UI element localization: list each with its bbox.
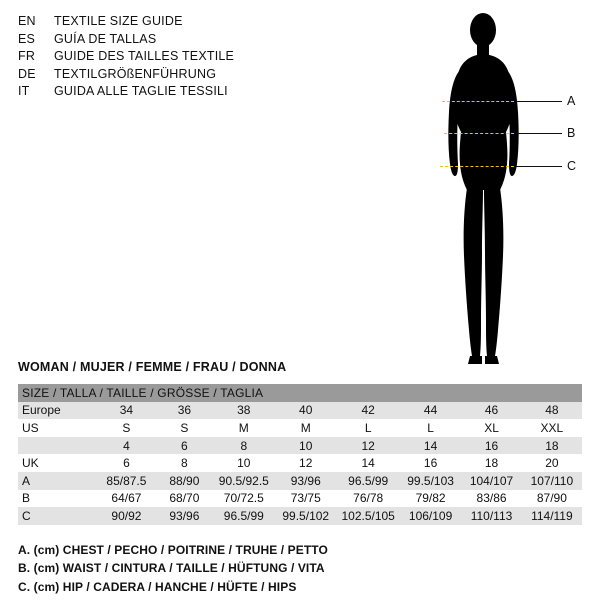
table-row [18, 454, 582, 472]
cell: 85/87.5 [97, 472, 156, 490]
row-label: US [18, 419, 97, 437]
cell: 10 [213, 454, 275, 472]
cell: 114/119 [522, 507, 582, 525]
language-text: GUIDE DES TAILLES TEXTILE [54, 49, 235, 63]
table-row [18, 437, 582, 455]
cell: 88/90 [156, 472, 212, 490]
chest-leader-line [516, 101, 562, 102]
body-figure [420, 8, 595, 368]
cell: 16 [400, 454, 461, 472]
female-silhouette-icon [420, 8, 595, 368]
cell: 107/110 [522, 472, 582, 490]
legend-item-c: C. (cm) HIP / CADERA / HANCHE / HÜFTE / HIPS [18, 579, 297, 594]
table-header-label: SIZE / TALLA / TAILLE / GRÖSSE / TAGLIA [18, 384, 582, 402]
measurement-legend [18, 541, 578, 596]
cell: 14 [400, 437, 461, 455]
table-header-row [18, 384, 582, 402]
cell: 34 [97, 402, 156, 420]
language-text: GUÍA DE TALLAS [54, 31, 157, 46]
cell: 90.5/92.5 [213, 472, 275, 490]
table-row [18, 402, 582, 420]
cell: 96.5/99 [213, 507, 275, 525]
table-row [18, 490, 582, 508]
cell: 14 [336, 454, 399, 472]
language-row [18, 67, 348, 85]
cell: 6 [156, 437, 212, 455]
cell: 48 [522, 402, 582, 420]
cell: S [156, 419, 212, 437]
cell: 44 [400, 402, 461, 420]
cell: 36 [156, 402, 212, 420]
cell: 8 [213, 437, 275, 455]
cell: M [275, 419, 336, 437]
cell: 38 [213, 402, 275, 420]
waist-measure-line [444, 133, 514, 134]
cell: 20 [522, 454, 582, 472]
language-code: DE [18, 66, 36, 81]
cell: 110/113 [461, 507, 521, 525]
language-row [18, 84, 348, 102]
cell: 64/67 [97, 490, 156, 508]
cell: 6 [97, 454, 156, 472]
row-label: A [18, 472, 97, 490]
row-label: UK [18, 454, 97, 472]
cell: 106/109 [400, 507, 461, 525]
language-code: ES [18, 31, 36, 46]
label-c: C [567, 159, 577, 173]
cell: 8 [156, 454, 212, 472]
row-label: Europe [18, 402, 97, 420]
language-text: GUIDA ALLE TAGLIE TESSILI [54, 84, 228, 98]
cell: 12 [275, 454, 336, 472]
cell: 70/72.5 [213, 490, 275, 508]
language-code: IT [18, 84, 30, 98]
language-row [18, 14, 348, 32]
cell: 12 [336, 437, 399, 455]
cell: 16 [461, 437, 521, 455]
cell: 96.5/99 [336, 472, 399, 490]
size-table [18, 384, 582, 525]
cell: 93/96 [275, 472, 336, 490]
cell: L [336, 419, 399, 437]
language-list [18, 14, 348, 102]
language-text: TEXTILGRÖßENFÜHRUNG [54, 66, 217, 81]
hip-measure-line [440, 166, 514, 167]
language-code: FR [18, 49, 36, 63]
section-title: WOMAN / MUJER / FEMME / FRAU / DONNA [18, 360, 287, 374]
cell: 18 [461, 454, 521, 472]
legend-item-b: B. (cm) WAIST / CINTURA / TAILLE / HÜFTUNG / VITA [18, 561, 325, 576]
cell: L [400, 419, 461, 437]
cell: 90/92 [97, 507, 156, 525]
cell: 10 [275, 437, 336, 455]
waist-leader-line [516, 133, 562, 134]
label-b: B [567, 126, 576, 140]
row-label: B [18, 490, 97, 508]
language-text: TEXTILE SIZE GUIDE [54, 14, 183, 28]
cell: 87/90 [522, 490, 582, 508]
hip-leader-line [516, 166, 562, 167]
cell: 73/75 [275, 490, 336, 508]
cell: 83/86 [461, 490, 521, 508]
cell: 99.5/102 [275, 507, 336, 525]
cell: 42 [336, 402, 399, 420]
cell: 102.5/105 [336, 507, 399, 525]
cell: 79/82 [400, 490, 461, 508]
cell: S [97, 419, 156, 437]
cell: 76/78 [336, 490, 399, 508]
cell: 68/70 [156, 490, 212, 508]
cell: 99.5/103 [400, 472, 461, 490]
language-row [18, 32, 348, 50]
cell: 40 [275, 402, 336, 420]
language-row [18, 49, 348, 67]
language-code: EN [18, 14, 36, 28]
row-label [18, 437, 97, 455]
cell: XXL [522, 419, 582, 437]
chest-measure-line [442, 101, 514, 102]
row-label: C [18, 507, 97, 525]
cell: 18 [522, 437, 582, 455]
table-row [18, 507, 582, 525]
cell: 93/96 [156, 507, 212, 525]
cell: 104/107 [461, 472, 521, 490]
legend-item-a: A. (cm) CHEST / PECHO / POITRINE / TRUHE / PETTO [18, 543, 328, 557]
cell: 4 [97, 437, 156, 455]
label-a: A [567, 94, 576, 108]
table-row [18, 472, 582, 490]
table-row [18, 419, 582, 437]
cell: XL [461, 419, 521, 437]
cell: 46 [461, 402, 521, 420]
cell: M [213, 419, 275, 437]
